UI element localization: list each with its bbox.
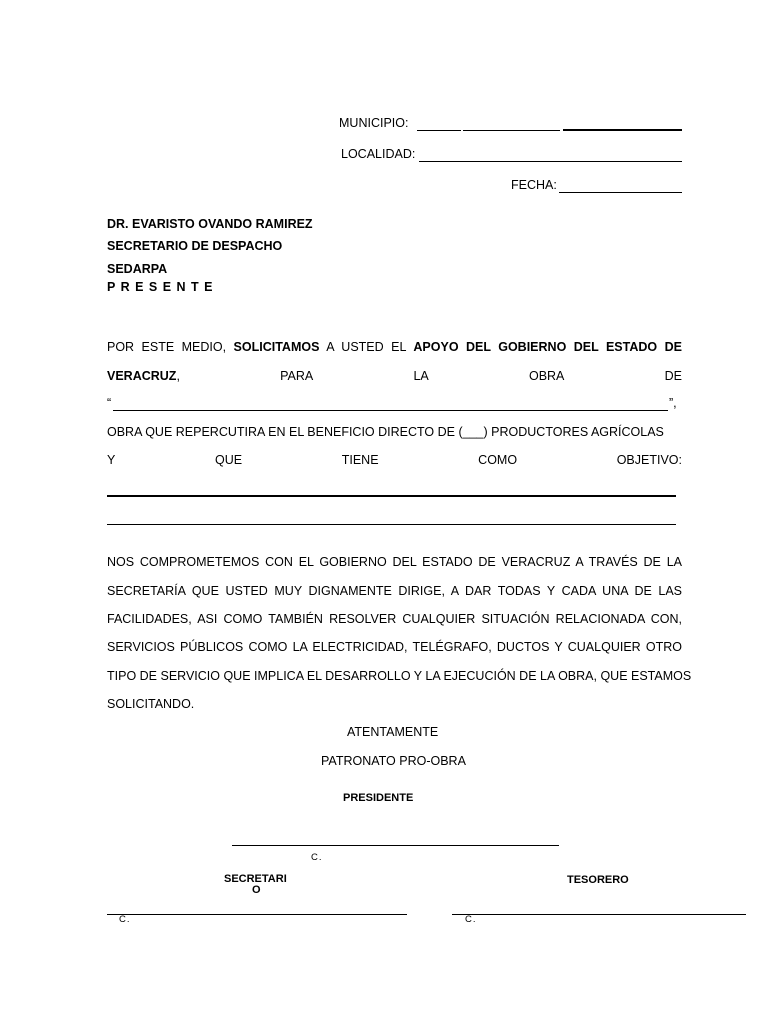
secretario-label-line-2: O: [252, 884, 261, 896]
objetivo-line-1[interactable]: [107, 495, 676, 497]
secretario-signature-line[interactable]: [107, 914, 407, 915]
municipio-line-1[interactable]: [417, 130, 461, 131]
recipient-name: DR. EVARISTO OVANDO RAMIREZ: [107, 217, 313, 231]
line5-word-objetivo: OBJETIVO:: [616, 453, 682, 467]
patronato-label: PATRONATO PRO-OBRA: [321, 754, 466, 768]
line5-word-tiene: TIENE: [341, 453, 379, 467]
presidente-label: PRESIDENTE: [343, 792, 414, 804]
atentamente-label: ATENTAMENTE: [347, 725, 439, 739]
paragraph-1-line-2: [107, 369, 682, 383]
fecha-line[interactable]: [559, 192, 682, 193]
secretario-label: [224, 874, 287, 896]
p1-solicitamos: SOLICITAMOS: [233, 340, 320, 354]
p1-apoyo: APOYO DEL GOBIERNO DEL ESTADO DE: [413, 340, 682, 354]
paragraph-2-line-5: TIPO DE SERVICIO QUE IMPLICA EL DESARROLLO Y LA EJECUCIÓN DE LA OBRA, QUE ESTAMOS: [107, 669, 692, 683]
localidad-line[interactable]: [419, 161, 682, 162]
municipio-line-3[interactable]: [563, 129, 682, 131]
paragraph-2-line-2: SECRETARÍA QUE USTED MUY DIGNAMENTE DIRIGE, A DAR TODAS Y CADA UNA DE LAS: [107, 584, 682, 598]
presidente-signature-line[interactable]: [232, 845, 559, 846]
p1-word-para: PARA: [280, 369, 314, 383]
line5-word-y: Y: [107, 453, 116, 467]
line5-word-que: QUE: [214, 453, 243, 467]
presidente-c-prefix: C.: [311, 852, 323, 863]
open-quote: “: [107, 396, 112, 410]
tesorero-c-prefix: C.: [465, 914, 477, 925]
paragraph-1-line-5: [107, 453, 682, 467]
p1-mid: A USTED EL: [326, 340, 406, 354]
line5-word-como: COMO: [478, 453, 518, 467]
p1-veracruz: VERACRUZ: [107, 369, 177, 383]
p1-word-obra: OBRA: [528, 369, 565, 383]
p1-word-la: LA: [413, 369, 429, 383]
paragraph-2-line-1: NOS COMPROMETEMOS CON EL GOBIERNO DEL ESTADO DE VERACRUZ A TRAVÉS DE LA: [107, 555, 682, 569]
secretario-label-line-1: SECRETARI: [224, 873, 287, 885]
tesorero-signature-line[interactable]: [452, 914, 746, 915]
secretario-c-prefix: C.: [119, 914, 131, 925]
localidad-label: LOCALIDAD:: [341, 147, 416, 161]
obra-name-line[interactable]: [113, 410, 668, 411]
paragraph-1-line-1: [107, 340, 682, 354]
municipio-label: MUNICIPIO:: [339, 116, 409, 130]
municipio-line-2[interactable]: [463, 130, 560, 131]
objetivo-line-2[interactable]: [107, 524, 676, 525]
paragraph-2-line-6: SOLICITANDO.: [107, 697, 195, 711]
paragraph-2-line-4: SERVICIOS PÚBLICOS COMO LA ELECTRICIDAD, TELÉGRAFO, DUCTOS Y CUALQUIER OTRO: [107, 640, 682, 654]
productores-count-blank[interactable]: (___): [458, 425, 488, 439]
p1-start: POR ESTE MEDIO,: [107, 340, 227, 354]
presente-label: P R E S E N T E: [107, 280, 214, 294]
paragraph-1-line-4: [107, 425, 664, 439]
p1-word-de: DE: [664, 369, 682, 383]
line4-start: OBRA QUE REPERCUTIRA EN EL BENEFICIO DIRECTO DE: [107, 425, 455, 439]
paragraph-2-line-3: FACILIDADES, ASI COMO TAMBIÉN RESOLVER CUALQUIER SITUACIÓN RELACIONADA CON,: [107, 612, 682, 626]
p1-comma: ,: [176, 369, 180, 383]
recipient-agency: SEDARPA: [107, 262, 168, 276]
tesorero-label: TESORERO: [567, 874, 629, 886]
recipient-position: SECRETARIO DE DESPACHO: [107, 239, 283, 253]
line4-end: PRODUCTORES AGRÍCOLAS: [491, 425, 664, 439]
fecha-label: FECHA:: [511, 178, 557, 192]
close-quote: ”,: [669, 396, 677, 410]
